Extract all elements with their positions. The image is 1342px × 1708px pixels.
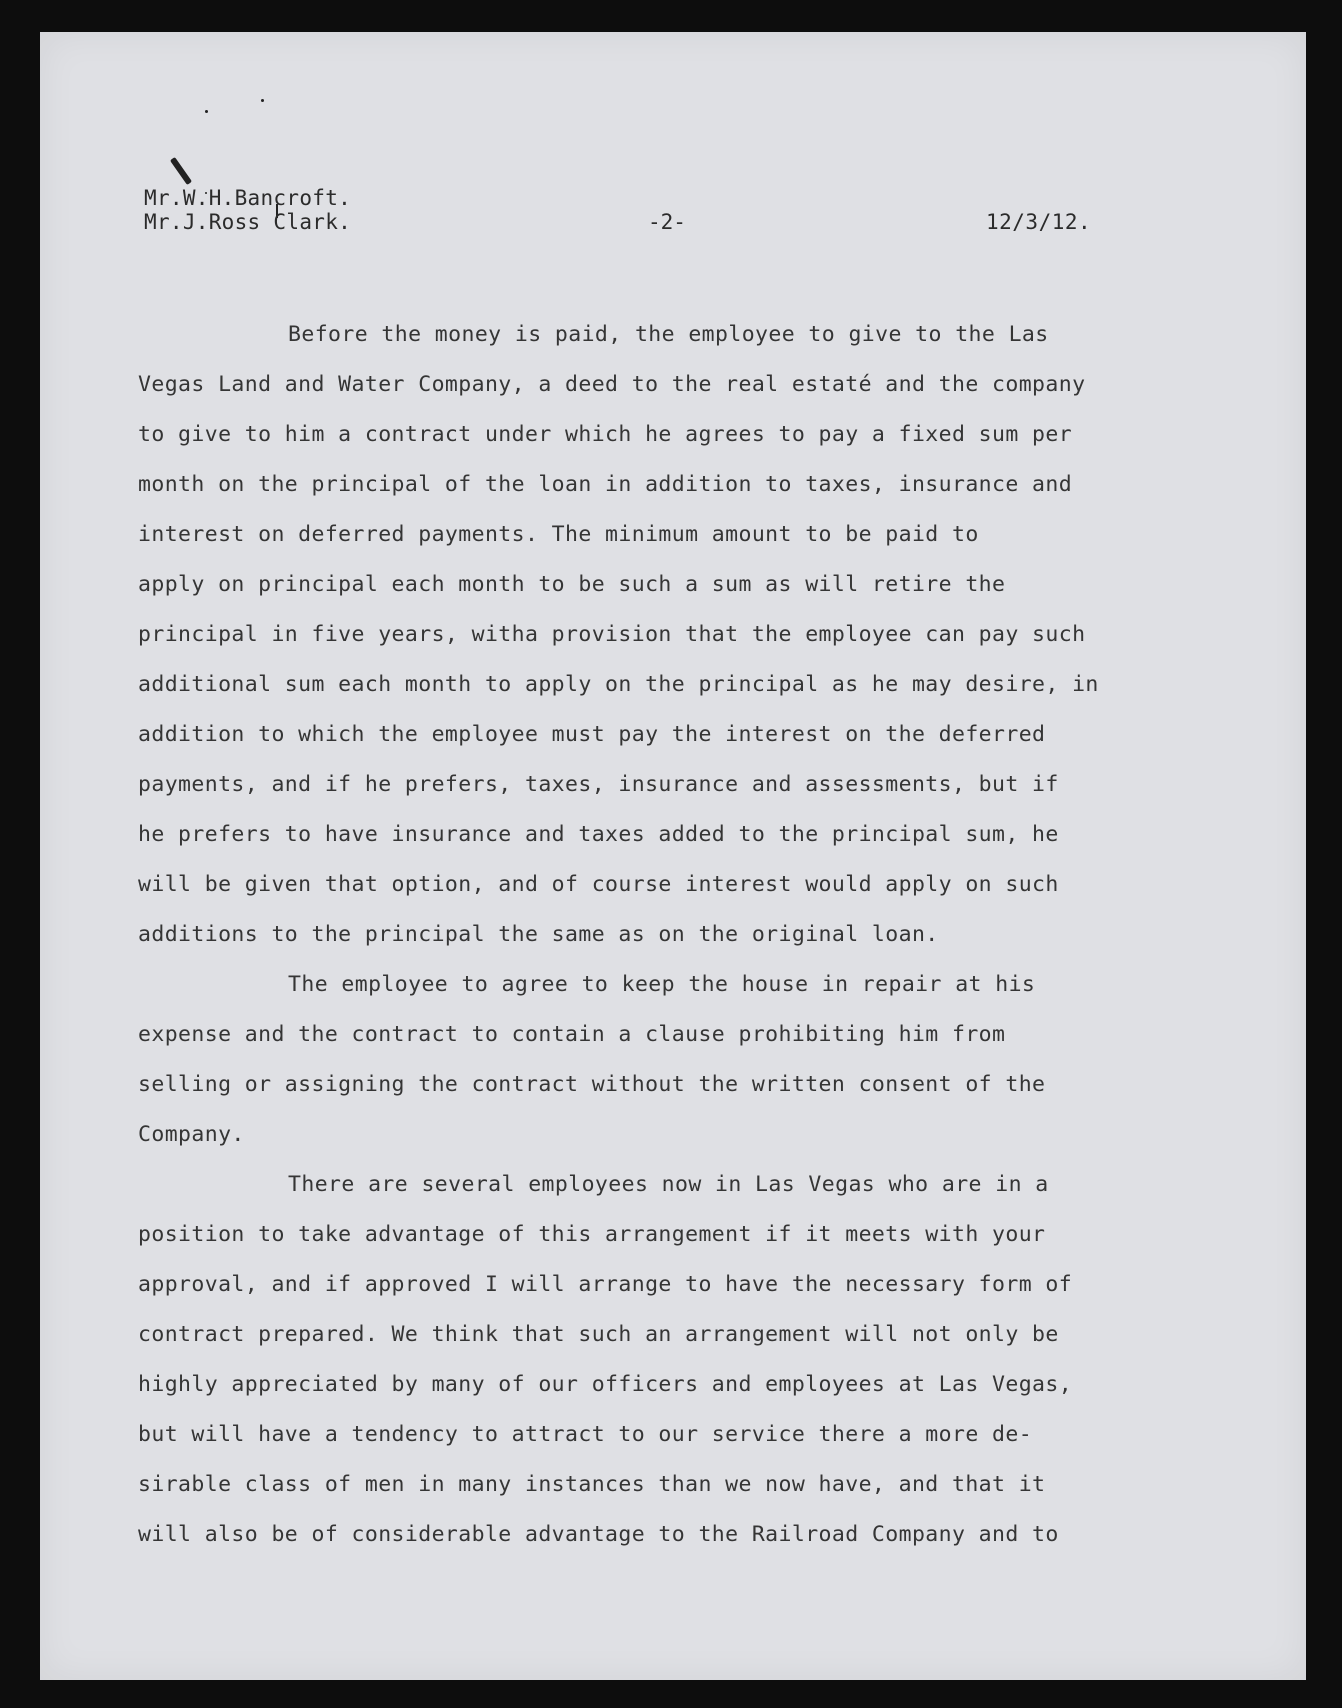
- addressee-line: Mr.J.Ross Clark.: [144, 210, 352, 234]
- paragraph: [138, 310, 1238, 960]
- text-line: will also be of considerable advantage to the Railroad Company and to: [138, 1522, 1059, 1547]
- text-line: additional sum each month to apply on the principal as he may desire, in: [138, 672, 1099, 697]
- text-line: addition to which the employee must pay the interest on the deferred: [138, 722, 1046, 747]
- paragraph: [138, 1160, 1238, 1560]
- text-line: month on the principal of the loan in addition to taxes, insurance and: [138, 472, 1073, 497]
- text-line: Company.: [138, 1122, 245, 1147]
- text-line: expense and the contract to contain a clause prohibiting him from: [138, 1022, 1006, 1047]
- text-line: apply on principal each month to be such a sum as will retire the: [138, 572, 1006, 597]
- text-line: position to take advantage of this arrangement if it meets with your: [138, 1222, 1046, 1247]
- letter-body: [138, 310, 1238, 1560]
- text-line: sirable class of men in many instances than we now have, and that it: [138, 1472, 1046, 1497]
- text-line: contract prepared. We think that such an arrangement will not only be: [138, 1322, 1059, 1347]
- text-line: additions to the principal the same as on the original loan.: [138, 922, 939, 947]
- text-line: There are several employees now in Las Vegas who are in a: [288, 1172, 1049, 1197]
- ink-mark: [170, 157, 192, 185]
- page-number: -2-: [648, 210, 686, 234]
- text-line: but will have a tendency to attract to our service there a more de-: [138, 1422, 1033, 1447]
- text-line: will be given that option, and of course interest would apply on such: [138, 872, 1059, 897]
- text-line: approval, and if approved I will arrange to have the necessary form of: [138, 1272, 1073, 1297]
- text-line: he prefers to have insurance and taxes added to the principal sum, he: [138, 822, 1059, 847]
- text-line: Vegas Land and Water Company, a deed to the real estaté and the company: [138, 372, 1086, 397]
- text-line: Before the money is paid, the employee to give to the Las: [288, 322, 1049, 347]
- ink-dot: [261, 99, 264, 102]
- letter-date: 12/3/12.: [986, 210, 1092, 234]
- ink-dot: [205, 110, 208, 113]
- text-line: selling or assigning the contract without the written consent of the: [138, 1072, 1046, 1097]
- text-line: highly appreciated by many of our officers and employees at Las Vegas,: [138, 1372, 1073, 1397]
- addressee-line: Mr.W.H.Bancroft.: [144, 186, 352, 210]
- paragraph: [138, 960, 1238, 1160]
- text-line: interest on deferred payments. The minimum amount to be paid to: [138, 522, 979, 547]
- text-line: The employee to agree to keep the house in repair at his: [288, 972, 1036, 997]
- text-line: principal in five years, witha provision that the employee can pay such: [138, 622, 1086, 647]
- text-line: to give to him a contract under which he agrees to pay a fixed sum per: [138, 422, 1073, 447]
- text-line: payments, and if he prefers, taxes, insurance and assessments, but if: [138, 772, 1059, 797]
